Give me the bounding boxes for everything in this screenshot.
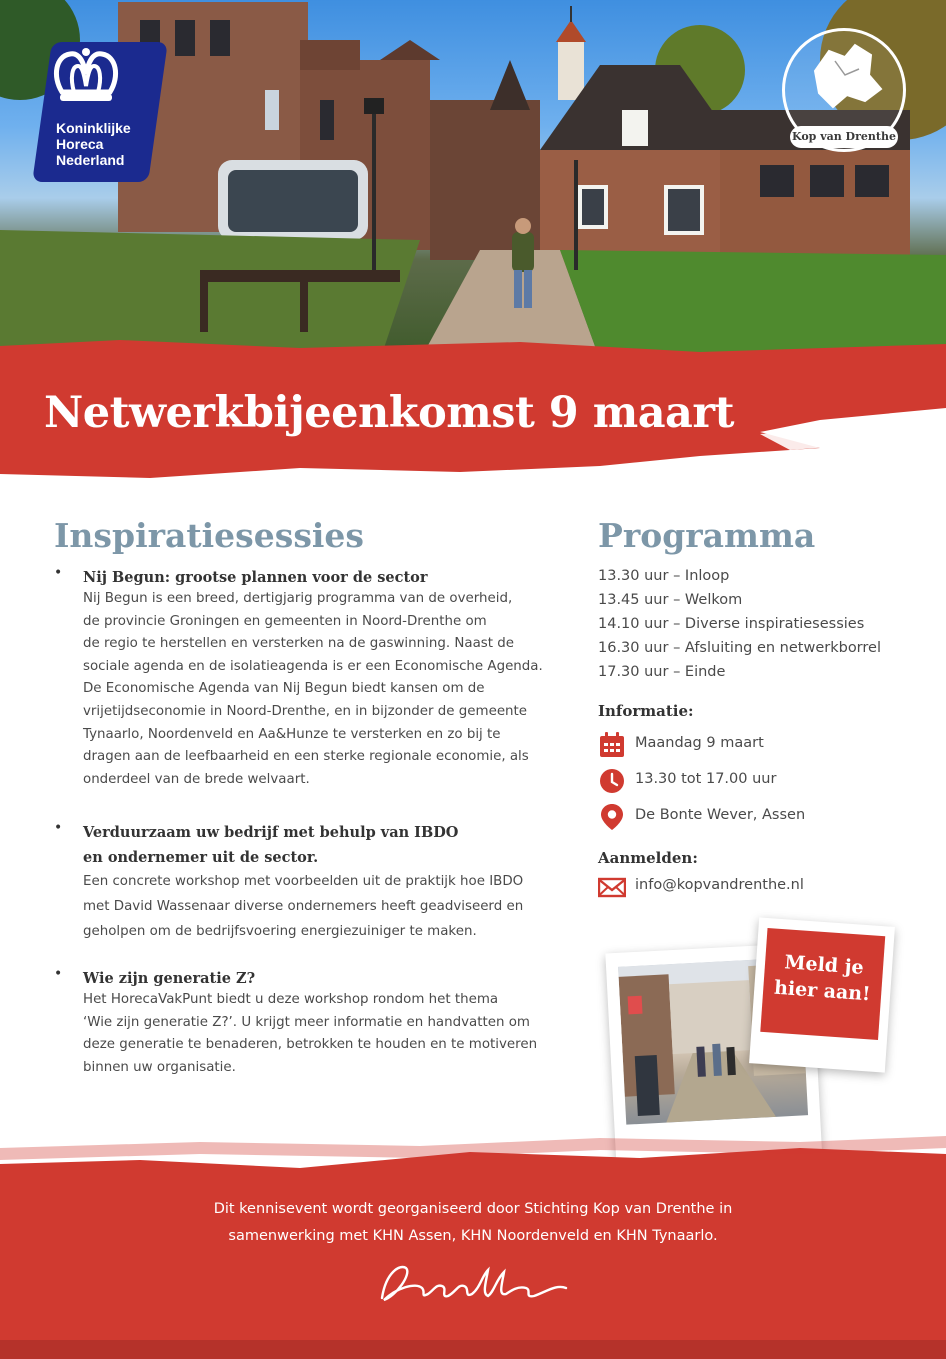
programma-item: 17.30 uur – Einde [598,664,726,680]
bullet-marker: • [54,565,63,581]
register-cta-panel[interactable] [760,928,885,1040]
info-location-text: De Bonte Wever, Assen [635,807,806,823]
khn-logo-line-1: Koninklijke [56,120,131,136]
info-location [598,803,918,831]
kop-van-drenthe-label: Kop van Drenthe [790,126,898,148]
programma-item: 14.10 uur – Diverse inspiratiesessies [598,616,865,632]
informatie-heading: Informatie: [598,702,694,720]
khn-logo-line-3: Nederland [56,152,125,168]
aanmelden-heading: Aanmelden: [598,849,698,867]
footer-organiser-text: Dit kennisevent wordt georganiseerd door Stichting Kop van Drenthe in samenwerking met KHN Assen, KHN Noordenveld en KHN Tynaarlo. [213,1201,733,1244]
programma-heading: Programma [598,516,816,555]
khn-logo-line-2: Horeca [56,136,104,152]
session-item [54,565,554,795]
programma-list [598,564,918,684]
info-time [598,767,918,795]
programma-item: 13.30 uur – Inloop [598,568,730,584]
email-link[interactable]: info@kopvandrenthe.nl [635,877,804,893]
envelope-icon [598,873,626,901]
info-time-text: 13.30 tot 17.00 uur [635,771,777,787]
aanmelden-email[interactable] [598,873,918,901]
khn-logo [50,46,160,182]
register-cta-text[interactable]: Meld je hier aan! [773,951,872,1006]
inspiratie-heading: Inspiratiesessies [54,516,365,555]
session-title: Nij Begun: grootse plannen voor de sector [83,569,428,586]
session-body: Het HorecaVakPunt biedt u deze workshop rondom het thema ‘Wie zijn generatie Z?’. U krijgt meer informatie en handvatten om deze generatie te benaderen, betrokken te houden en te motiveren binnen uw organisatie. [83,992,538,1075]
bullet-marker: • [54,820,63,836]
session-item [54,820,554,940]
session-body: Een concrete workshop met voorbeelden uit de praktijk hoe IBDO met David Wassenaar diverse ondernemers heeft geadviseerd en geholpen om de bedrijfsvoering energiezuiniger te maken. [83,874,524,939]
crown-icon [50,46,122,110]
info-date [598,731,918,759]
event-title: Netwerkbijeenkomst 9 maart [44,388,734,438]
hero-photo [0,0,946,360]
location-pin-icon [598,803,626,831]
session-item [54,966,554,1086]
register-cta-card[interactable] [749,917,895,1072]
session-title: Verduurzaam uw bedrijf met behulp van IBDO en ondernemer uit de sector. [83,824,459,866]
session-body: Nij Begun is een breed, dertigjarig programma van de overheid, de provincie Groningen en gemeenten in Noord-Drenthe om de regio te herstellen en versterken na de gaswinning. Naast de sociale agenda en de isolatieagenda is er een Economische Agenda. De Economische Agenda van Nij Begun biedt kansen om de vrijetijdseconomie in Noord-Drenthe, en in bijzonder de gemeente Tynaarlo, Noordenveld en Aa&Hunze te versterken en zo bij te dragen aan de leefbaarheid en een sterke regionale economie, als onderdeel van de brede welvaart. [83,591,543,787]
drenthe-signature-logo [376,1258,570,1308]
bullet-marker: • [54,966,63,982]
programma-item: 16.30 uur – Afsluiting en netwerkborrel [598,640,881,656]
session-title: Wie zijn generatie Z? [83,970,256,987]
calendar-icon [598,731,626,759]
programma-item: 13.45 uur – Welkom [598,592,743,608]
info-date-text: Maandag 9 maart [635,735,764,751]
clock-icon [598,767,626,795]
